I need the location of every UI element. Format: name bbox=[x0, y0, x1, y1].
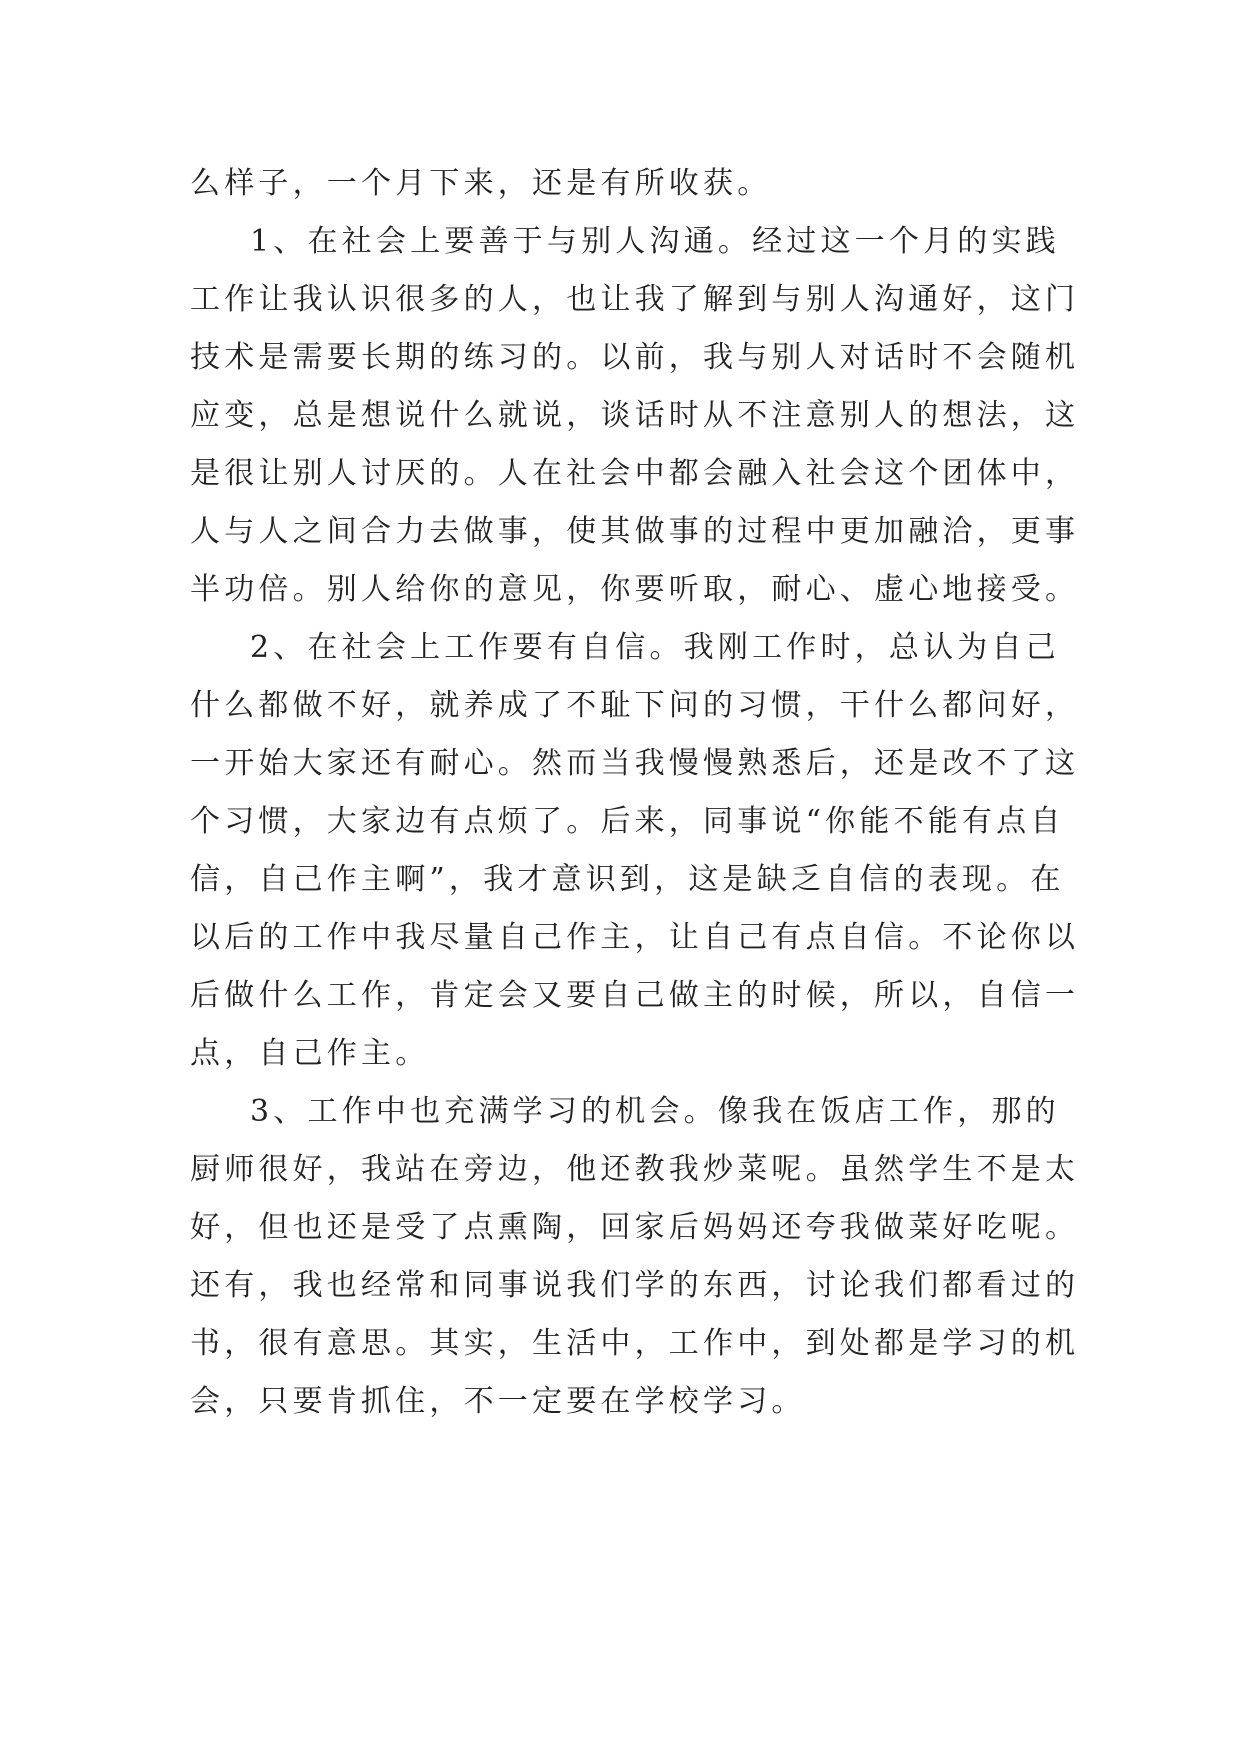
text-line: 是很让别人讨厌的。人在社会中都会融入社会这个团体中， bbox=[190, 456, 1080, 491]
text-line: 会，只要肯抓住，不一定要在学校学习。 bbox=[190, 1384, 806, 1419]
text-line: 半功倍。别人给你的意见，你要听取，耐心、虚心地接受。 bbox=[190, 572, 1080, 607]
text-line: 点，自己作主。 bbox=[190, 1036, 430, 1071]
text-line: 3、工作中也充满学习的机会。像我在饭店工作，那的 bbox=[250, 1094, 1060, 1129]
text-line: 技术是需要长期的练习的。以前，我与别人对话时不会随机 bbox=[190, 340, 1080, 375]
text-line: 好，但也还是受了点熏陶，回家后妈妈还夸我做菜好吃呢。 bbox=[190, 1210, 1080, 1245]
text-line: 什么都做不好，就养成了不耻下问的习惯，干什么都问好， bbox=[190, 688, 1080, 723]
text-line: 人与人之间合力去做事，使其做事的过程中更加融洽，更事 bbox=[190, 514, 1080, 549]
text-line: 应变，总是想说什么就说，谈话时从不注意别人的想法，这 bbox=[190, 398, 1080, 433]
text-line: 个习惯，大家边有点烦了。后来，同事说“你能不能有点自 bbox=[190, 804, 1065, 839]
text-line: 2、在社会上工作要有自信。我刚工作时，总认为自己 bbox=[250, 630, 1060, 665]
text-line: 工作让我认识很多的人，也让我了解到与别人沟通好，这门 bbox=[190, 282, 1080, 317]
text-line: 厨师很好，我站在旁边，他还教我炒菜呢。虽然学生不是太 bbox=[190, 1152, 1080, 1187]
text-line: 以后的工作中我尽量自己作主，让自己有点自信。不论你以 bbox=[190, 920, 1080, 955]
text-line: 后做什么工作，肯定会又要自己做主的时候，所以，自信一 bbox=[190, 978, 1080, 1013]
text-line: 书，很有意思。其实，生活中，工作中，到处都是学习的机 bbox=[190, 1326, 1080, 1361]
text-line: 么样子，一个月下来，还是有所收获。 bbox=[190, 166, 772, 201]
text-line: 信，自己作主啊”，我才意识到，这是缺乏自信的表现。在 bbox=[190, 862, 1065, 897]
text-line: 1、在社会上要善于与别人沟通。经过这一个月的实践 bbox=[250, 224, 1060, 259]
text-line: 还有，我也经常和同事说我们学的东西，讨论我们都看过的 bbox=[190, 1268, 1080, 1303]
text-line: 一开始大家还有耐心。然而当我慢慢熟悉后，还是改不了这 bbox=[190, 746, 1080, 781]
